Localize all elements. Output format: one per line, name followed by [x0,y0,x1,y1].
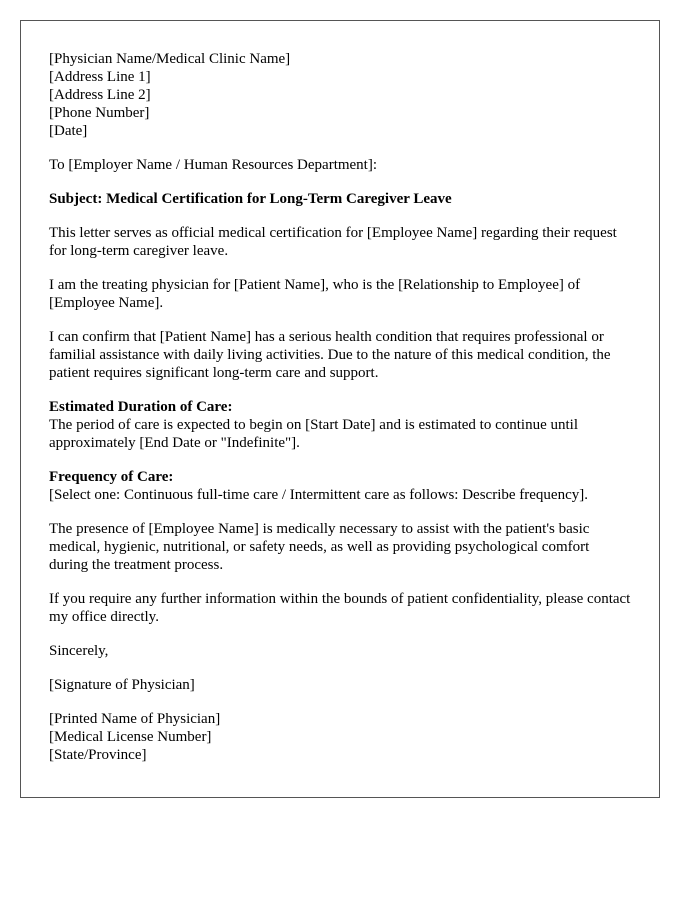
frequency-section [49,468,631,504]
signer-printed-name: [Printed Name of Physician] [49,711,221,727]
sender-address-line-1: [Address Line 1] [49,69,151,85]
frequency-text: [Select one: Continuous full-time care / Intermittent care as follows: Describe frequency]. [49,487,588,503]
duration-heading: Estimated Duration of Care: [49,399,233,415]
sender-address-line-2: [Address Line 2] [49,87,151,103]
subject-line: Subject: Medical Certification for Long-Term Caregiver Leave [49,191,452,207]
duration-section [49,398,631,452]
paragraph-relationship: I am the treating physician for [Patient Name], who is the [Relationship to Employee] of [Employee Name]. [49,277,581,311]
sender-phone: [Phone Number] [49,105,150,121]
paragraph-condition: I can confirm that [Patient Name] has a serious health condition that requires professional or familial assistance with daily living activities. Due to the nature of this medical condition, the patient requires significant long-term care and support. [49,329,611,381]
closing: Sincerely, [49,643,109,659]
letter-document [20,20,660,798]
salutation: To [Employer Name / Human Resources Department]: [49,157,378,173]
paragraph-contact: If you require any further information within the bounds of patient confidentiality, please contact my office directly. [49,591,631,625]
sender-name: [Physician Name/Medical Clinic Name] [49,51,291,67]
signature-placeholder: [Signature of Physician] [49,677,195,693]
letter-date: [Date] [49,123,88,139]
duration-text: The period of care is expected to begin on [Start Date] and is estimated to continue until approximately [End Date or "Indefinite"]. [49,417,578,451]
paragraph-presence: The presence of [Employee Name] is medically necessary to assist with the patient's basic medical, hygienic, nutritional, or safety needs, as well as providing psychological comfort during the treatment process. [49,521,590,573]
frequency-heading: Frequency of Care: [49,469,174,485]
signer-block [49,710,631,764]
signer-state: [State/Province] [49,747,147,763]
paragraph-certification: This letter serves as official medical certification for [Employee Name] regarding their request for long-term caregiver leave. [49,225,617,259]
sender-block [49,50,631,140]
signer-license-number: [Medical License Number] [49,729,212,745]
